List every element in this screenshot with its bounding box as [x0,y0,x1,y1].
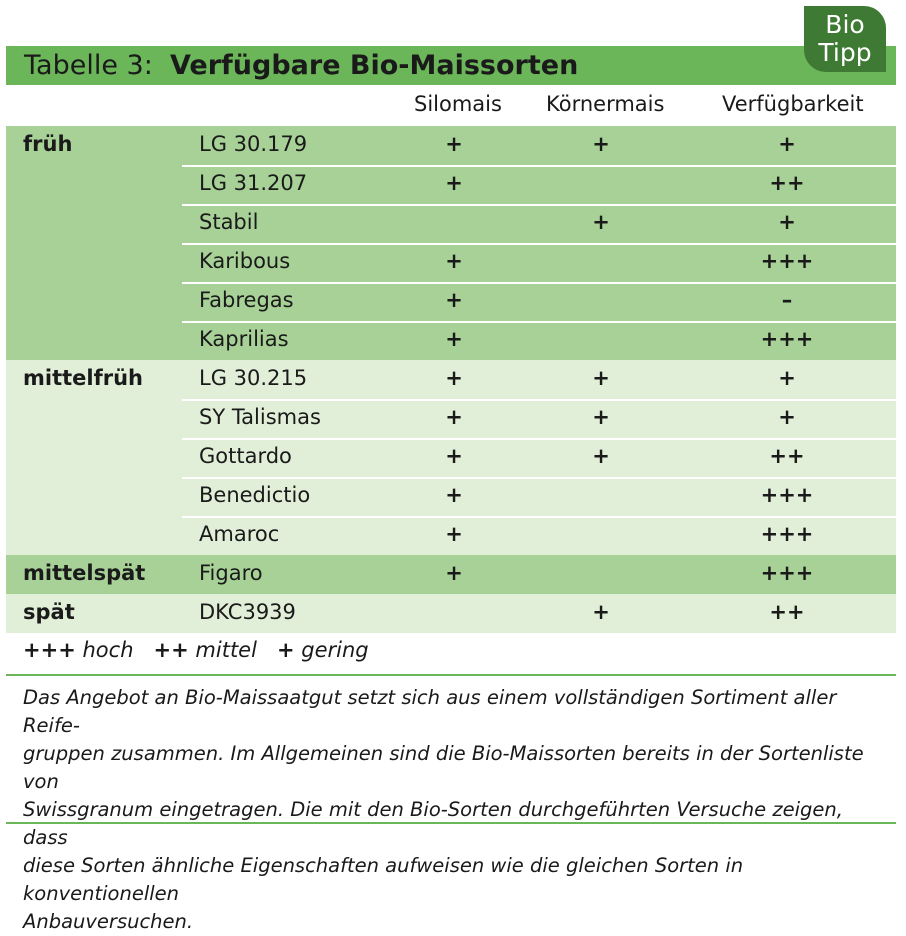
column-header-verfuegbarkeit: Verfügbarkeit [722,92,864,116]
availability-mark: + [778,366,796,390]
availability-mark: +++ [760,522,814,546]
availability-mark: +++ [760,561,814,585]
silomais-mark: + [445,132,463,156]
legend-low-text: gering [301,638,369,662]
variety-name: Kaprilias [199,327,289,351]
silomais-mark: + [445,288,463,312]
column-header-silomais: Silomais [414,92,502,116]
silomais-mark: + [445,171,463,195]
explanatory-note: Das Angebot an Bio-Maissaatgut setzt sich aus einem vollständigen Sortiment aller Reife- gruppen zusammen. Im Allgemeinen sind die Bio-Maissorten bereits in der Sortenliste von Swissgranum eingetragen. Die mit den Bio-Sorten durchgeführten Versuche zeigen, dass diese Sorten ähnliche Eigenschaften aufweisen wie die gleichen Sorten in konventionellen Anbauversuchen. [23,686,864,933]
legend-high-symbol: +++ [23,638,76,662]
row-separator [182,516,896,518]
badge-line-1: Bio [825,10,865,39]
divider-top [6,674,896,676]
maturity-group-label: spät [23,600,75,624]
legend [23,638,369,662]
variety-name: Stabil [199,210,259,234]
silomais-mark: + [445,405,463,429]
koernermais-mark: + [592,600,610,624]
silomais-mark: + [445,522,463,546]
divider-bottom [6,822,896,824]
silomais-mark: + [445,444,463,468]
availability-mark: – [781,288,793,312]
row-separator [182,204,896,206]
koernermais-mark: + [592,405,610,429]
table-title: Verfügbare Bio-Maissorten [170,50,579,81]
variety-name: Karibous [199,249,291,273]
maturity-group-label: mittelspät [23,561,146,585]
row-separator [182,438,896,440]
koernermais-mark: + [592,132,610,156]
maturity-group-label: früh [23,132,73,156]
availability-mark: ++ [769,600,805,624]
koernermais-mark: + [592,444,610,468]
availability-mark: ++ [769,171,805,195]
legend-mid-symbol: ++ [153,638,189,662]
legend-low-symbol: + [276,638,295,662]
availability-mark: + [778,210,796,234]
table-title-bar [6,46,896,85]
row-separator [182,477,896,479]
column-header-koernermais: Körnermais [546,92,665,116]
variety-name: Figaro [199,561,263,585]
variety-name: SY Talismas [199,405,321,429]
silomais-mark: + [445,366,463,390]
silomais-mark: + [445,561,463,585]
koernermais-mark: + [592,366,610,390]
availability-mark: + [778,132,796,156]
row-separator [182,399,896,401]
row-separator [182,165,896,167]
bio-tipp-badge [804,6,886,72]
availability-mark: +++ [760,483,814,507]
badge-line-2: Tipp [818,38,872,67]
variety-name: LG 30.215 [199,366,308,390]
variety-name: LG 31.207 [199,171,308,195]
silomais-mark: + [445,249,463,273]
variety-name: Gottardo [199,444,292,468]
row-separator [182,282,896,284]
variety-name: Benedictio [199,483,311,507]
variety-name: Amaroc [199,522,280,546]
silomais-mark: + [445,327,463,351]
availability-mark: + [778,405,796,429]
row-separator [182,321,896,323]
availability-mark: +++ [760,327,814,351]
legend-high-text: hoch [82,638,134,662]
variety-name: DKC3939 [199,600,296,624]
silomais-mark: + [445,483,463,507]
availability-mark: +++ [760,249,814,273]
row-separator [182,243,896,245]
legend-mid-text: mittel [195,638,257,662]
maturity-group-label: mittelfrüh [23,366,143,390]
variety-name: LG 30.179 [199,132,308,156]
availability-mark: ++ [769,444,805,468]
table-number: Tabelle 3: [24,50,153,81]
koernermais-mark: + [592,210,610,234]
variety-name: Fabregas [199,288,294,312]
